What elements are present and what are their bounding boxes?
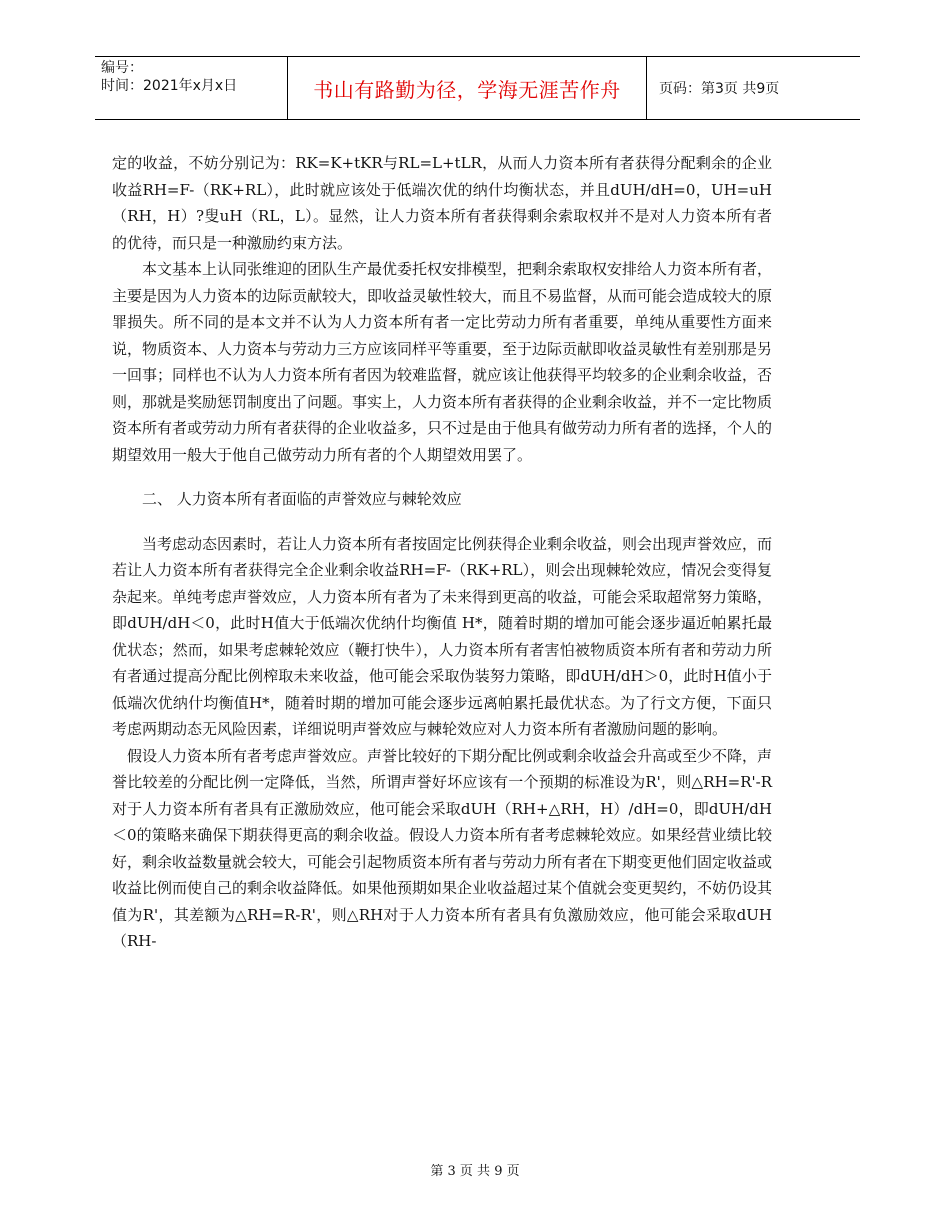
paragraph-4: 假设人力资本所有者考虑声誉效应。声誉比较好的下期分配比例或剩余收益会升高或至少不降，声誉比较差的分配比例一定降低，当然，所谓声誉好坏应该有一个预期的标准设为R'，则△RH=R'-R对于人力资本所有者具有正激励效应，他可能会采取dUH（RH+△RH，H）/dH=0，即dUH/dH＜0的策略来确保下期获得更高的剩余收益。假设人力资本所有者考虑棘轮效应。如果经营业绩比较好，剩余收益数量就会较大，可能会引起物质资本所有者与劳动力所有者在下期变更他们固定收益或收益比例而使自己的剩余收益降低。如果他预期如果企业收益超过某个值就会变更契约，不妨仍设其值为R'，其差额为△RH=R-R'，则△RH对于人力资本所有者具有负激励效应，他可能会采取dUH（RH- xyxy=(112,746,773,950)
header-page-info: 页码：第3页 共9页 xyxy=(659,81,780,97)
footer-page-number: 第 3 页 共 9 页 xyxy=(430,1164,520,1179)
document-time-label: 时间：2021年x月x日 xyxy=(101,78,238,94)
header-meta xyxy=(95,57,287,119)
page-footer xyxy=(0,1160,950,1179)
header-page-info-cell xyxy=(647,57,860,119)
paragraph-1: 定的收益，不妨分别记为：RK=K+tKR与RL=L+tLR，从而人力资本所有者获得分配剩余的企业收益RH=F-（RK+RL），此时就应该处于低端次优的纳什均衡状态，并且dUH/dH=0，UH=uH（RH，H）?叟uH（RL，L）。显然，让人力资本所有者获得剩余索取权并不是对人力资本所有者的优待，而只是一种激励约束方法。 xyxy=(112,154,772,252)
header-motto-cell xyxy=(287,57,647,119)
page-header xyxy=(95,56,860,120)
paragraph-3: 当考虑动态因素时，若让人力资本所有者按固定比例获得企业剩余收益，则会出现声誉效应，而若让人力资本所有者获得完全企业剩余收益RH=F-（RK+RL），则会出现棘轮效应，情况会变得复杂起来。单纯考虑声誉效应，人力资本所有者为了未来得到更高的收益，可能会采取超常努力策略，即dUH/dH＜0，此时H值大于低端次优纳什均衡值 H*，随着时期的增加可能会逐步逼近帕累托最优状态；然而，如果考虑棘轮效应（鞭打快牛），人力资本所有者害怕被物质资本所有者和劳动力所有者通过提高分配比例榨取未来收益，他可能会采取伪装努力策略，即dUH/dH＞0，此时H值小于低端次优纳什均衡值H*，随着时期的增加可能会逐步远离帕累托最优状态。为了行文方便，下面只考虑两期动态无风险因素，详细说明声誉效应与棘轮效应对人力资本所有者激励问题的影响。 xyxy=(112,534,773,738)
document-body xyxy=(112,150,772,955)
section-heading: 二、 人力资本所有者面临的声誉效应与棘轮效应 xyxy=(142,490,462,508)
paragraph-2: 本文基本上认同张维迎的团队生产最优委托权安排模型，把剩余索取权安排给人力资本所有者，主要是因为人力资本的边际贡献较大，即收益灵敏性较大，而且不易监督，从而可能会造成较大的原罪损失。所不同的是本文并不认为人力资本所有者一定比劳动力所有者重要，单纯从重要性方面来说，物质资本、人力资本与劳动力三方应该同样平等重要，至于边际贡献即收益灵敏性有差别那是另一回事；同样也不认为人力资本所有者因为较难监督，就应该让他获得平均较多的企业剩余收益，否则，那就是奖励惩罚制度出了问题。事实上，人力资本所有者获得的企业剩余收益，并不一定比物质资本所有者或劳动力所有者获得的企业收益多，只不过是由于他具有做劳动力所有者的选择，个人的期望效用一般大于他自己做劳动力所有者的个人期望效用罢了。 xyxy=(112,260,773,464)
document-code-label: 编号： xyxy=(101,60,143,76)
header-motto: 书山有路勤为径，学海无涯苦作舟 xyxy=(313,77,621,102)
